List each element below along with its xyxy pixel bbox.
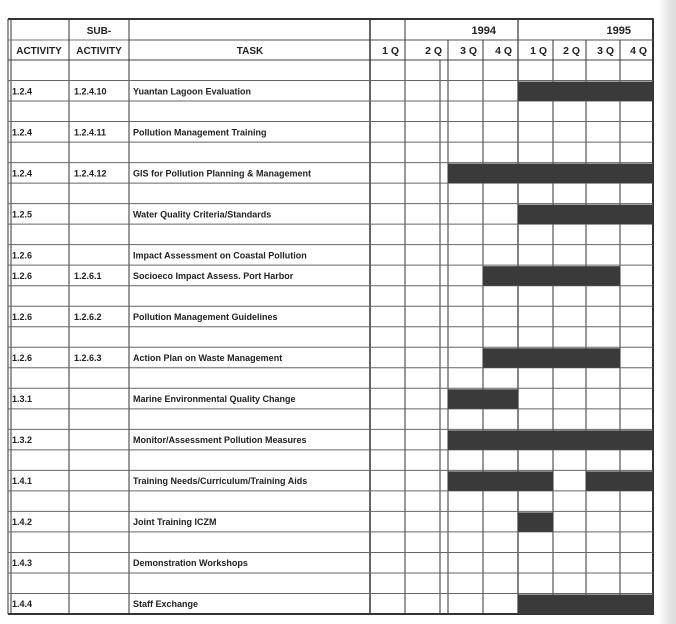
task-cell: GIS for Pollution Planning & Management <box>133 168 312 179</box>
task-cell: Impact Assessment on Coastal Pollution <box>133 250 307 261</box>
gantt-bar <box>586 471 653 491</box>
gantt-bar <box>448 471 553 491</box>
activity-cell: 1.4.2 <box>12 517 33 528</box>
gantt-bar <box>518 512 553 532</box>
activity-cell: 1.4.3 <box>12 558 33 569</box>
quarter-label-1995-4: 4 Q <box>630 45 647 57</box>
quarter-label-1995-1: 1 Q <box>530 45 547 57</box>
activity-cell: 1.2.6 <box>12 270 33 281</box>
activity-cell: 1.2.6 <box>12 311 33 322</box>
activity-cell: 1.3.2 <box>12 435 33 446</box>
quarter-label-1994-3: 3 Q <box>460 45 477 57</box>
year-label-1995: 1995 <box>606 25 631 37</box>
header-activity: ACTIVITY <box>16 46 62 57</box>
gantt-bar <box>518 594 653 614</box>
quarter-label-1995-2: 2 Q <box>563 45 580 57</box>
task-cell: Staff Exchange <box>133 599 199 610</box>
activity-cell: 1.2.6 <box>12 250 33 261</box>
header-sub-activity: ACTIVITY <box>76 46 122 57</box>
task-cell: Pollution Management Guidelines <box>133 311 278 322</box>
task-cell: Pollution Management Training <box>133 127 267 138</box>
gantt-bar <box>518 82 653 102</box>
activity-cell: 1.2.4 <box>12 86 33 97</box>
quarter-label-1994-2: 2 Q <box>425 45 442 57</box>
sub-activity-cell: 1.2.4.10 <box>74 86 107 97</box>
grid-lines <box>8 19 654 614</box>
activity-cell: 1.3.1 <box>12 394 33 405</box>
gantt-bar <box>448 430 653 450</box>
quarter-label-1995-3: 3 Q <box>597 45 614 57</box>
activity-cell: 1.2.6 <box>12 353 33 364</box>
sub-activity-cell: 1.2.6.3 <box>74 353 102 364</box>
gantt-bar <box>448 164 653 184</box>
sub-activity-cell: 1.2.6.1 <box>74 270 102 281</box>
task-cell: Water Quality Criteria/Standards <box>133 209 272 220</box>
sub-activity-cell: 1.2.4.11 <box>74 127 107 138</box>
year-label-1994: 1994 <box>471 25 496 37</box>
task-cell: Action Plan on Waste Management <box>133 353 283 364</box>
activity-cell: 1.2.4 <box>12 168 33 179</box>
quarter-label-1994-1: 1 Q <box>382 45 399 57</box>
header-task: TASK <box>236 46 264 57</box>
header-sub-activity-top: SUB- <box>86 26 112 37</box>
gantt-bar <box>448 389 518 409</box>
quarter-label-1994-4: 4 Q <box>495 45 512 57</box>
task-cell: Socioeco Impact Assess. Port Harbor <box>133 270 294 281</box>
sub-activity-cell: 1.2.6.2 <box>74 311 102 322</box>
task-cell: Marine Environmental Quality Change <box>133 394 296 405</box>
task-cell: Yuantan Lagoon Evaluation <box>133 86 252 97</box>
activity-cell: 1.2.5 <box>12 209 33 220</box>
task-cell: Joint Training ICZM <box>133 517 217 528</box>
activity-cell: 1.4.1 <box>12 476 33 487</box>
gantt-bar <box>483 348 620 368</box>
task-cell: Monitor/Assessment Pollution Measures <box>133 435 307 446</box>
gantt-bar <box>483 266 620 286</box>
sub-activity-cell: 1.2.4.12 <box>74 168 107 179</box>
task-cell: Demonstration Workshops <box>133 558 248 569</box>
gantt-bar <box>518 205 653 225</box>
task-cell: Training Needs/Curriculum/Training Aids <box>133 476 308 487</box>
activity-cell: 1.4.4 <box>12 599 33 610</box>
activity-cell: 1.2.4 <box>12 127 33 138</box>
bars-group <box>448 82 653 614</box>
